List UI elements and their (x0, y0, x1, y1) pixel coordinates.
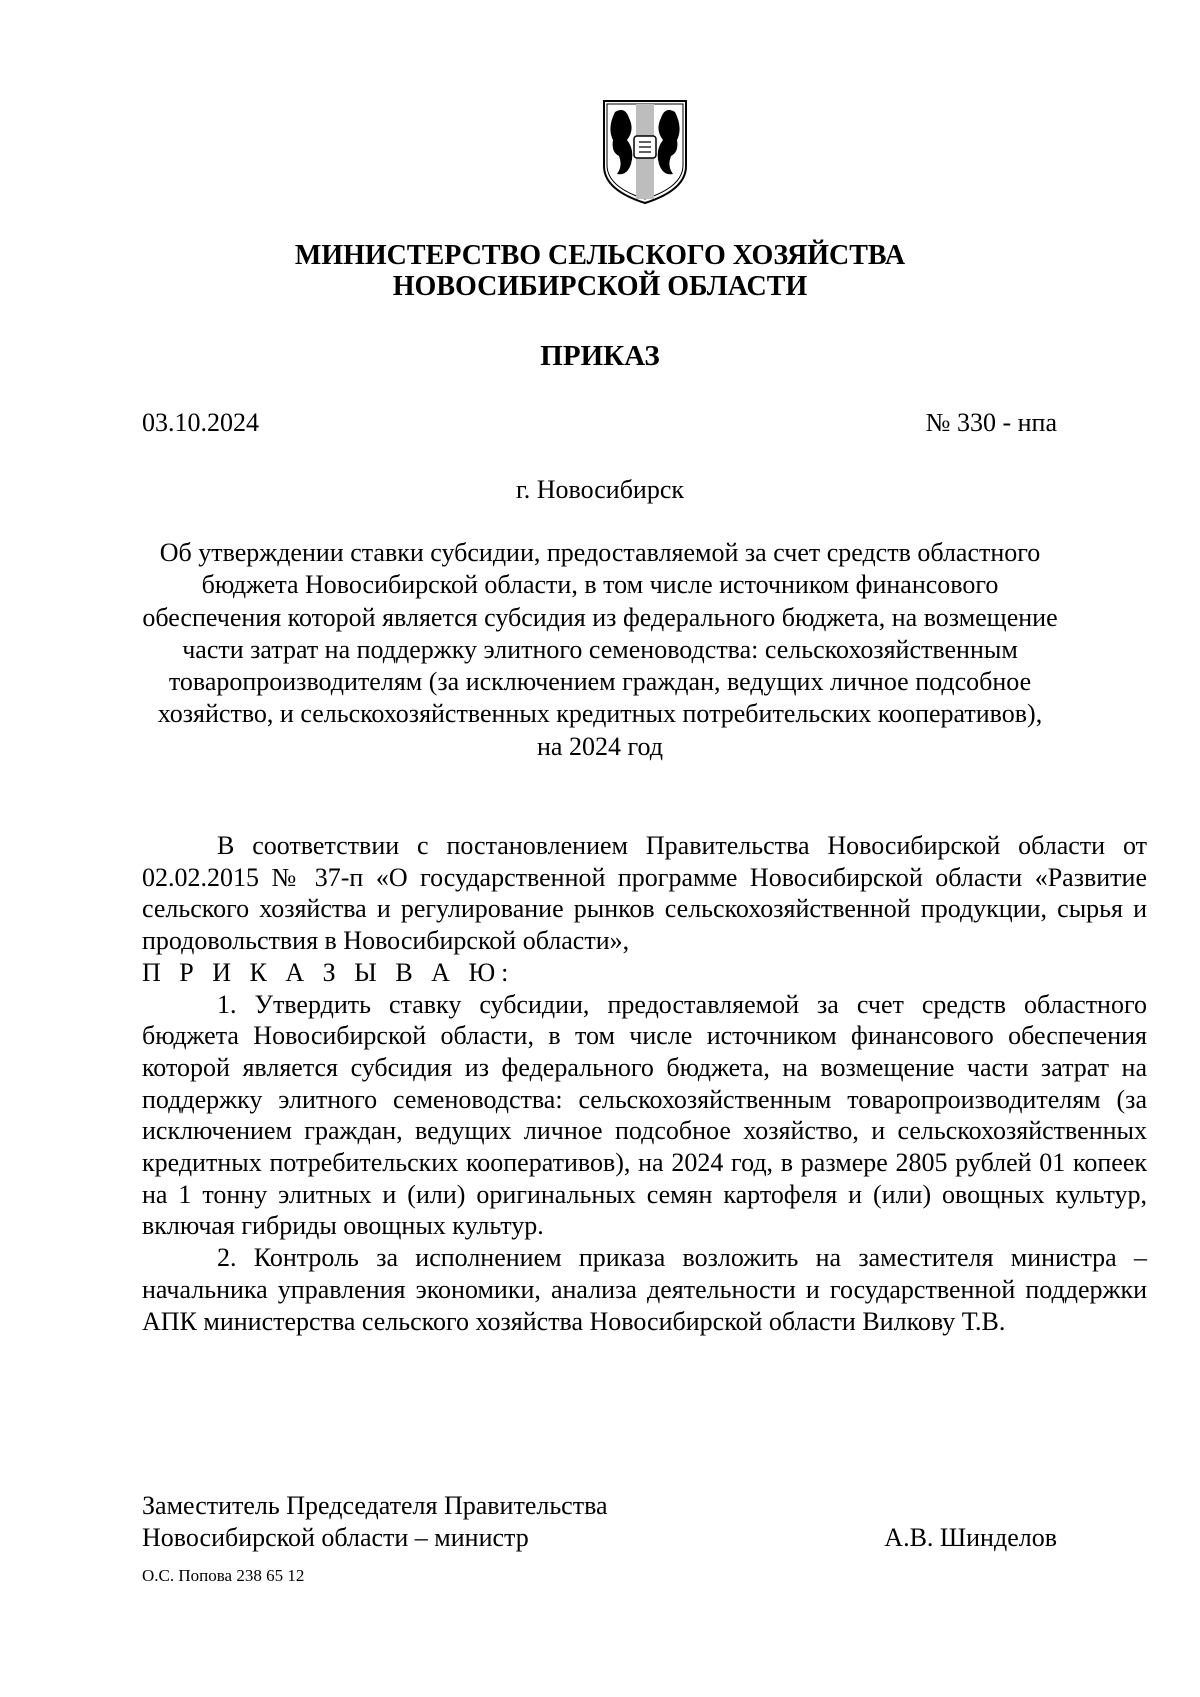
coat-of-arms-icon (601, 98, 689, 206)
signatory-position-line-2: Новосибирской области – министр (142, 1523, 529, 1552)
subject-line: хозяйство, и сельскохозяйственных кредитных потребительских кооперативов), (157, 699, 1043, 729)
signatory-position (142, 1490, 608, 1554)
executor-contact: О.С. Попова 238 65 12 (142, 1566, 305, 1585)
signatory-name: А.В. Шинделов (884, 1523, 1057, 1552)
subject-line: части затрат на поддержку элитного семеноводства: сельскохозяйственным (182, 634, 1018, 664)
order-number: № 330 - нпа (925, 408, 1057, 437)
subject-line: бюджета Новосибирской области, в том числе источником финансового (201, 570, 999, 600)
preamble-paragraph: В соответствии с постановлением Правительства Новосибирской области от 02.02.2015 № 37-п «О государственной программе Новосибирской области «Развитие сельского хозяйства и регулирование рынков сельскохозяйственной продукции, сырья и продовольствия в Новосибирской области», (142, 831, 1147, 956)
order-item-2: 2. Контроль за исполнением приказа возложить на заместителя министра – начальника управления экономики, анализа деятельности и государственной поддержки АПК министерства сельского хозяйства Новосибирской области Вилкову Т.В. (142, 1243, 1147, 1336)
command-word: П Р И К А З Ы В А Ю: (142, 957, 515, 987)
ministry-line-2: НОВОСИБИРСКОЙ ОБЛАСТИ (392, 271, 808, 302)
order-subject (140, 537, 1060, 763)
subject-line: обеспечения которой является субсидия из федерального бюджета, на возмещение (142, 602, 1058, 632)
subject-line: на 2024 год (537, 731, 663, 761)
signatory-position-line-1: Заместитель Председателя Правительства (142, 1491, 608, 1520)
order-body (142, 830, 1147, 1337)
ministry-line-1: МИНИСТЕРСТВО СЕЛЬСКОГО ХОЗЯЙСТВА (294, 240, 906, 271)
document-type-title: ПРИКАЗ (540, 340, 660, 372)
subject-line: Об утверждении ставки субсидии, предоставляемой за счет средств областного (159, 538, 1041, 567)
order-item-1: 1. Утвердить ставку субсидии, предоставляемой за счет средств областного бюджета Новосибирской области, в том числе источником финансового обеспечения которой является субсидия из федерального бюджета, на возмещение части затрат на поддержку элитного семеноводства: сельскохозяйственным товаропроизводителям (за исключением граждан, ведущих личное подсобное хозяйство, и сельскохозяйственных кредитных потребительских кооперативов), на 2024 год, в размере 2805 рублей 01 копеек на 1 тонну элитных и (или) оригинальных семян картофеля и (или) овощных культур, включая гибриды овощных культур. (142, 989, 1147, 1241)
subject-line: товаропроизводителям (за исключением граждан, ведущих личное подсобное (168, 667, 1032, 697)
order-date: 03.10.2024 (142, 408, 259, 437)
ministry-name (140, 240, 1060, 302)
city: г. Новосибирск (515, 475, 685, 504)
